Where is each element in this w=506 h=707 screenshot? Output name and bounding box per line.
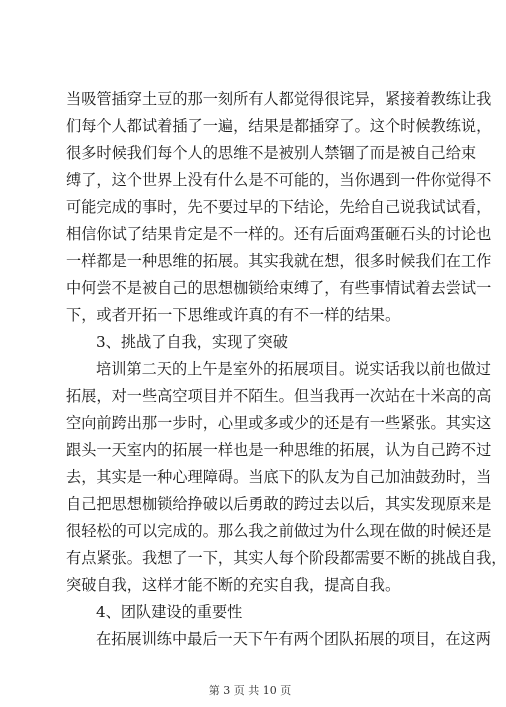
section-heading: 3、挑战了自我，实现了突破 [96,333,288,351]
section-heading: 4、团队建设的重要性 [96,603,243,621]
text-line: 培训第二天的上午是室外的拓展项目。说实话我以前也做过 [96,360,491,378]
text-line: 拓展，对一些高空项目并不陌生。但当我再一次站在十米高的高 [66,387,492,405]
text-line: 可能完成的事时，先不要过早的下结论，先给自己说我试试看， [66,198,492,216]
text-line: 中何尝不是被自己的思想枷锁给束缚了，有些事情试着去尝试一 [66,279,492,297]
text-line: 相信你试了结果肯定是不一样的。还有后面鸡蛋砸石头的讨论也 [66,225,492,243]
text-line: 很轻松的可以完成的。那么我之前做过为什么现在做的时候还是 [66,522,492,540]
text-line: 空向前跨出那一步时，心里或多或少的还是有一些紧张。其实这 [66,414,492,432]
text-line: 一样都是一种思维的拓展。其实我就在想，很多时候我们在工作 [66,252,492,270]
text-line: 在拓展训练中最后一天下午有两个团队拓展的项目，在这两 [96,630,491,648]
text-line: 自己把思想枷锁给挣破以后勇敢的跨过去以后，其实发现原来是 [66,495,492,513]
text-line: 缚了，这个世界上没有什么是不可能的，当你遇到一件你觉得不 [66,171,492,189]
text-line: 们每个人都试着插了一遍，结果是都插穿了。这个时候教练说， [66,117,492,135]
text-line: 很多时候我们每个人的思维不是被别人禁锢了而是被自己给束 [66,144,477,162]
text-line: 跟头一天室内的拓展一样也是一种思维的拓展，认为自己跨不过 [66,441,492,459]
text-line: 突破自我，这样才能不断的充实自我，提高自我。 [66,576,401,594]
text-line: 去，其实是一种心理障碍。当底下的队友为自己加油鼓劲时，当 [66,468,492,486]
text-line: 当吸管插穿土豆的那一刻所有人都觉得很诧异，紧接着教练让我 [66,90,492,108]
text-line: 有点紧张。我想了一下，其实人每个阶段都需要不断的挑战自我， [66,549,506,567]
page-footer: 第 3 页 共 10 页 [208,684,292,697]
text-line: 下，或者开拓一下思维或许真的有不一样的结果。 [66,306,401,324]
